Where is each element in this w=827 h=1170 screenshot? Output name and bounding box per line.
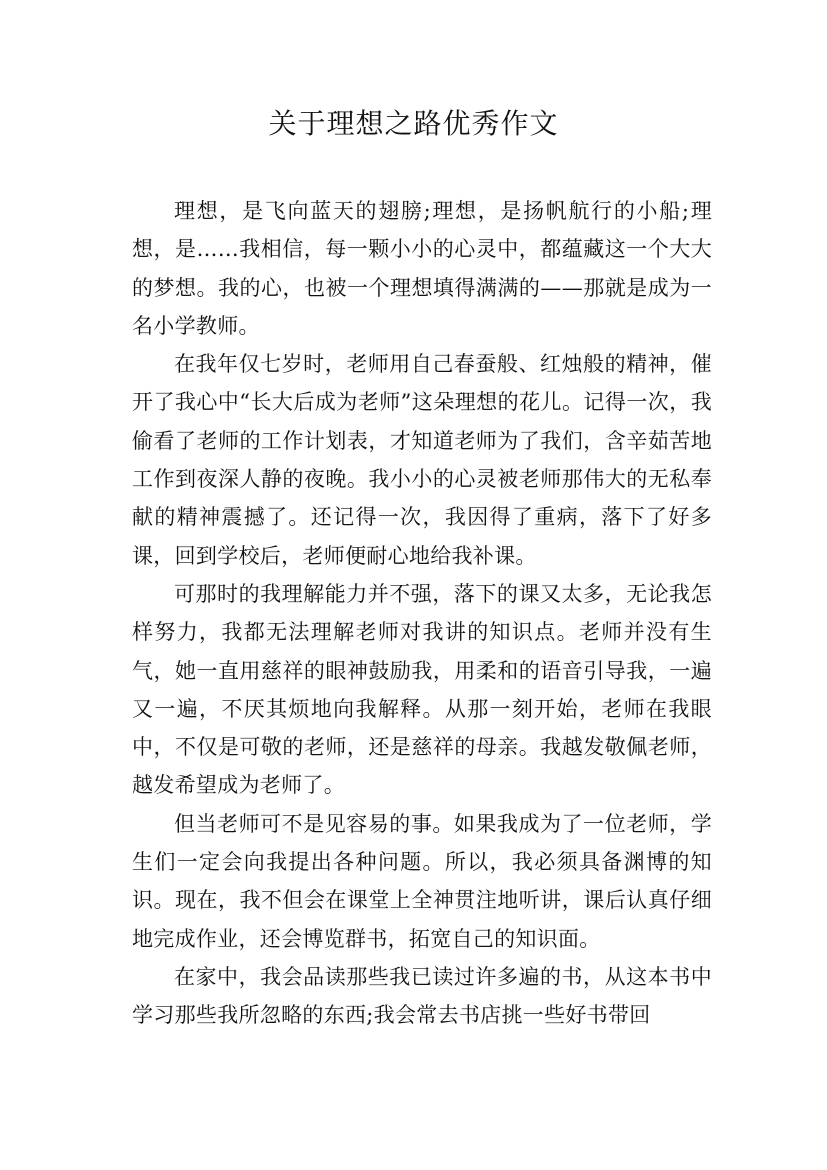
document-body <box>132 192 712 1035</box>
paragraph: 在家中，我会品读那些我已读过许多遍的书，从这本书中学习那些我所忽略的东西;我会常去书店挑一些好书带回 <box>132 964 712 1028</box>
paragraph: 理想，是飞向蓝天的翅膀;理想，是扬帆航行的小船;理想，是……我相信，每一颗小小的心灵中，都蕴藏这一个大大的梦想。我的心，也被一个理想填得满满的——那就是成为一名小学教师。 <box>132 199 712 338</box>
paragraph: 可那时的我理解能力并不强，落下的课又太多，无论我怎样努力，我都无法理解老师对我讲的知识点。老师并没有生气，她一直用慈祥的眼神鼓励我，用柔和的语音引导我，一遍又一遍，不厌其烦地向我解释。从那一刻开始，老师在我眼中，不仅是可敬的老师，还是慈祥的母亲。我越发敬佩老师，越发希望成为老师了。 <box>132 581 712 798</box>
document-title: 关于理想之路优秀作文 <box>268 107 559 140</box>
paragraph: 但当老师可不是见容易的事。如果我成为了一位老师，学生们一定会向我提出各种问题。所以，我必须具备渊博的知识。现在，我不但会在课堂上全神贯注地听讲，课后认真仔细地完成作业，还会博览群书，拓宽自己的知识面。 <box>132 811 712 951</box>
paragraph: 在我年仅七岁时，老师用自己春蚕般、红烛般的精神，催开了我心中“长大后成为老师”这朵理想的花儿。记得一次，我偷看了老师的工作计划表，才知道老师为了我们，含辛茹苦地工作到夜深人静的夜晚。我小小的心灵被老师那伟大的无私奉献的精神震撼了。还记得一次，我因得了重病，落下了好多课，回到学校后，老师便耐心地给我补课。 <box>132 352 712 568</box>
